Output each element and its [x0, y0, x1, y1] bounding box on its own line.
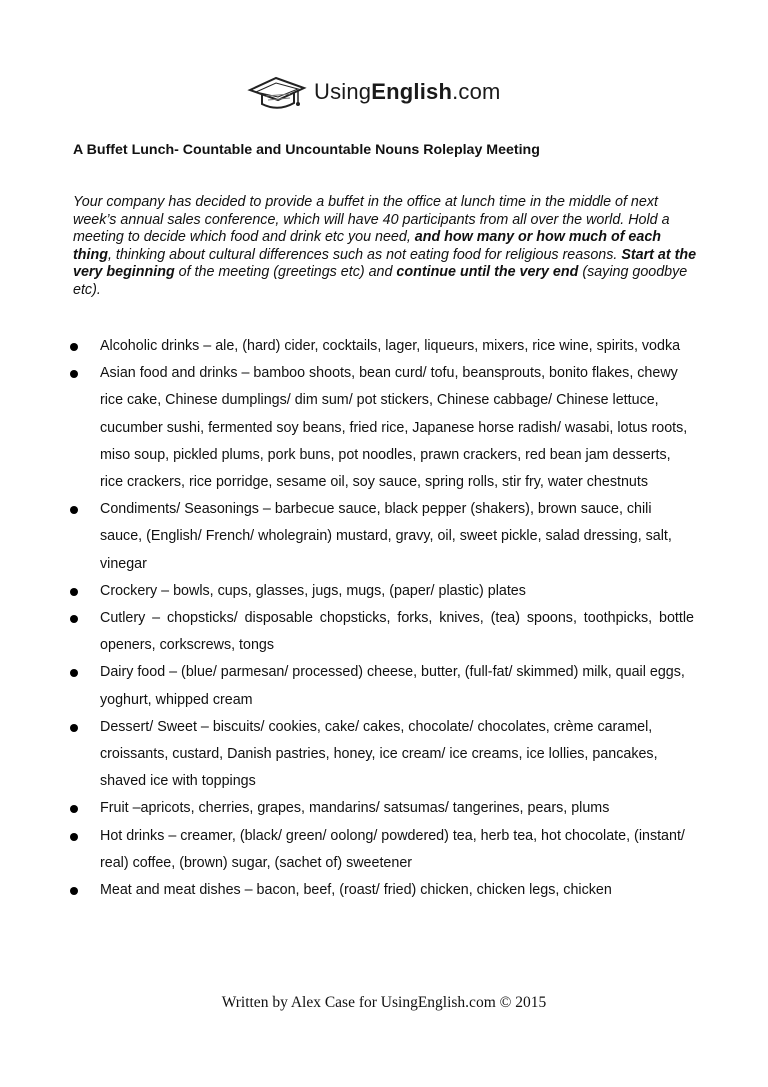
intro-text-1: Your company has decided to provide a buffet in the office at lunch time in the middle of next week’s annual sales conference, which will have 40 participants from all over the world. Hold a meeting to decide which food and drink etc you need,: [73, 194, 670, 245]
bullet-icon: [70, 343, 78, 351]
list-item: [0, 823, 694, 877]
intro-bold-1: and how many or how much of each thing: [73, 229, 662, 263]
intro-paragraph: [73, 194, 698, 299]
site-logo: [246, 72, 501, 112]
list-item-text: Condiments/ Seasonings – barbecue sauce, black pepper (shakers), brown sauce, chili sauce, (English/ French/ wholegrain) mustard, gravy, oil, sweet pickle, salad dressing, salt, vinegar: [100, 501, 672, 572]
bullet-icon: [70, 506, 78, 514]
logo-text-prefix: Using: [314, 79, 372, 104]
list-item: [0, 496, 694, 578]
list-item: [0, 605, 694, 659]
logo-text-bold: English: [371, 79, 453, 104]
logo-text-suffix: .com: [452, 79, 501, 104]
bullet-icon: [70, 588, 78, 596]
intro-text-4: (saying goodbye etc).: [73, 264, 688, 298]
list-item-text: Hot drinks – creamer, (black/ green/ oolong/ powdered) tea, herb tea, hot chocolate, (instant/ real) coffee, (brown) sugar, (sachet of) sweetener: [100, 827, 685, 871]
intro-text-2: , thinking about cultural differences such as not eating food for religious reasons.: [107, 246, 622, 263]
bullet-icon: [70, 833, 78, 841]
list-item-text: Asian food and drinks – bamboo shoots, bean curd/ tofu, beansprouts, bonito flakes, chewy rice cake, Chinese dumplings/ dim sum/ pot stickers, Chinese cabbage/ Chinese lettuce, cucumber sushi, fermented soy beans, fried rice, Japanese horse radish/ wasabi, lotus roots, miso soup, pickled plums, pork buns, pot noodles, prawn crackers, red bean jam desserts, rice crackers, rice porridge, sesame oil, soy sauce, spring rolls, stir fry, water chestnuts: [100, 365, 688, 491]
list-item-text: Dessert/ Sweet – biscuits/ cookies, cake/ cakes, chocolate/ chocolates, crème caramel, croissants, custard, Danish pastries, honey, ice cream/ ice creams, ice lollies, pancakes, shaved ice with toppings: [100, 718, 658, 790]
page-footer: Written by Alex Case for UsingEnglish.com © 2015: [221, 994, 547, 1011]
list-item-text: Fruit –apricots, cherries, grapes, mandarins/ satsumas/ tangerines, pears, plums: [100, 800, 610, 817]
vocabulary-list: [0, 333, 768, 904]
intro-bold-3: continue until the very end: [396, 264, 579, 280]
list-item-text: Cutlery – chopsticks/ disposable chopsticks, forks, knives, (tea) spoons, toothpicks, bottle openers, corkscrews, tongs: [100, 610, 694, 654]
logo-text: [314, 79, 501, 105]
list-item: [0, 360, 694, 496]
list-item: [0, 659, 694, 713]
list-item-text: Dairy food – (blue/ parmesan/ processed) cheese, butter, (full-fat/ skimmed) milk, quail eggs, yoghurt, whipped cream: [100, 664, 685, 708]
intro-text-3: of the meeting (greetings etc) and: [174, 264, 397, 280]
bullet-icon: [70, 615, 78, 623]
list-item: [0, 795, 694, 822]
bullet-icon: [70, 805, 78, 813]
list-item: [0, 333, 694, 360]
list-item-text: Alcoholic drinks – ale, (hard) cider, cocktails, lager, liqueurs, mixers, rice wine, spirits, vodka: [100, 338, 681, 354]
list-item: [0, 714, 694, 796]
graduation-cap-icon: [246, 72, 308, 112]
intro-bold-2: Start at the very beginning: [73, 246, 697, 280]
list-item: [0, 578, 694, 605]
list-item-text: Meat and meat dishes – bacon, beef, (roast/ fried) chicken, chicken legs, chicken: [100, 882, 612, 899]
page-title: A Buffet Lunch- Countable and Uncountable Nouns Roleplay Meeting: [73, 142, 540, 158]
bullet-icon: [70, 669, 78, 677]
list-item-text: Crockery – bowls, cups, glasses, jugs, mugs, (paper/ plastic) plates: [100, 582, 526, 599]
bullet-icon: [70, 887, 78, 895]
list-item: [0, 877, 694, 904]
bullet-icon: [70, 370, 78, 378]
bullet-icon: [70, 724, 78, 732]
